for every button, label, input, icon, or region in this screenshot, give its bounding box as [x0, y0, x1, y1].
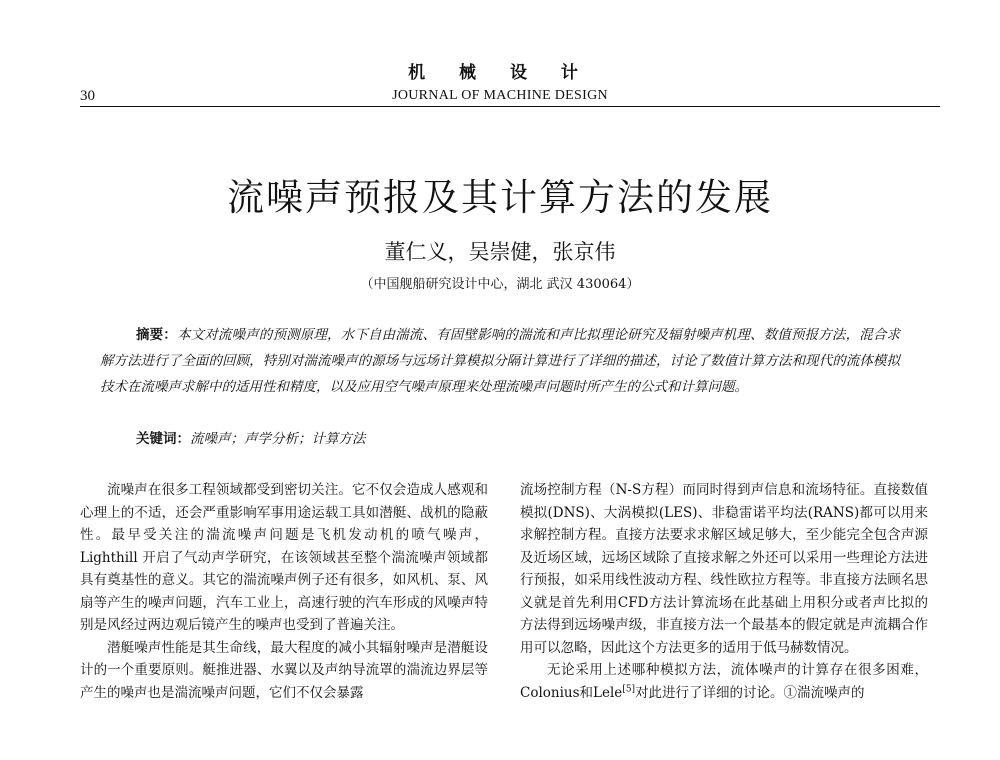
paragraph: 流噪声在很多工程领域都受到密切关注。它不仅会造成人感观和心理上的不适，还会严重影响军事用途运载工具如潜艇、战机的隐蔽性。最早受关注的湍流噪声问题是飞机发动机的喷气噪声，Lighthill 开启了气动声学研究，在该领域甚至整个湍流噪声领域都具有奠基性的意义。其它的湍流噪声例子还有很多，如风机、泵、风扇等产生的噪声问题，汽车工业上，高速行驶的汽车形成的风噪声特别是风经过两边观后镜产生的噪声也受到了普遍关注。	[80, 482, 488, 633]
journal-name-en: JOURNAL OF MACHINE DESIGN	[392, 88, 608, 103]
paragraph: 潜艇噪声性能是其生命线，最大程度的减小其辐射噪声是潜艇设计的一个重要原则。艇推进器、水翼以及声纳导流罩的湍流边界层等产生的噪声也是湍流噪声问题，它们不仅会暴露	[80, 639, 488, 701]
abstract	[100, 322, 900, 400]
keywords	[136, 426, 896, 452]
article-authors: 董仁义，吴崇健，张京伟	[384, 240, 616, 264]
page-number: 30	[80, 88, 95, 104]
abstract-text: 本文对流噪声的预测原理，水下自由湍流、有固壁影响的湍流和声比拟理论研究及辐射噪声机理、数值预报方法，混合求解方法进行了全面的回顾，特别对湍流噪声的源场与远场计算模拟分隔计算进行了详细的描述，讨论了数值计算方法和现代的流体模拟技术在流噪声求解中的适用性和精度，以及应用空气噪声原理来处理流噪声问题时所产生的公式和计算问题。	[100, 327, 900, 395]
journal-name-cn: 机 械 设 计	[408, 63, 592, 83]
paragraph	[520, 659, 928, 704]
article-title: 流噪声预报及其计算方法的发展	[227, 176, 773, 219]
paragraph-text: 无论采用上述哪种模拟方法，流体噪声的计算存在很多困难，Colonius和Lele	[520, 662, 928, 701]
body-column-left	[80, 479, 488, 704]
keywords-label: 关键词：	[136, 431, 190, 447]
article-affiliation: （中国舰船研究设计中心，湖北 武汉 430064）	[360, 277, 640, 292]
paragraph: 流场控制方程（N-S方程）而同时得到声信息和流场特征。直接数值模拟(DNS)、大涡模拟(LES)、非稳雷诺平均法(RANS)都可以用来求解控制方程。直接方法要求求解区域足够大，至少能完全包含声源及近场区域，远场区域除了直接求解之外还可以采用一些理论方法进行预报，如采用线性波动方程、线性欧拉方程等。非直接方法顾名思义就是首先利用CFD方法计算流场在此基础上用积分或者声比拟的方法得到远场噪声级，非直接方法一个最基本的假定就是声流耦合作用可以忽略，因此这个方法更多的适用于低马赫数情况。	[520, 482, 928, 656]
abstract-label: 摘要：	[136, 327, 177, 343]
paragraph-text: 对此进行了详细的讨论。①湍流噪声的	[635, 684, 865, 701]
citation-ref: [5]	[622, 684, 636, 694]
body-column-right	[520, 479, 928, 704]
keywords-text: 流噪声；声学分析；计算方法	[190, 431, 366, 447]
header-rule	[80, 106, 940, 107]
